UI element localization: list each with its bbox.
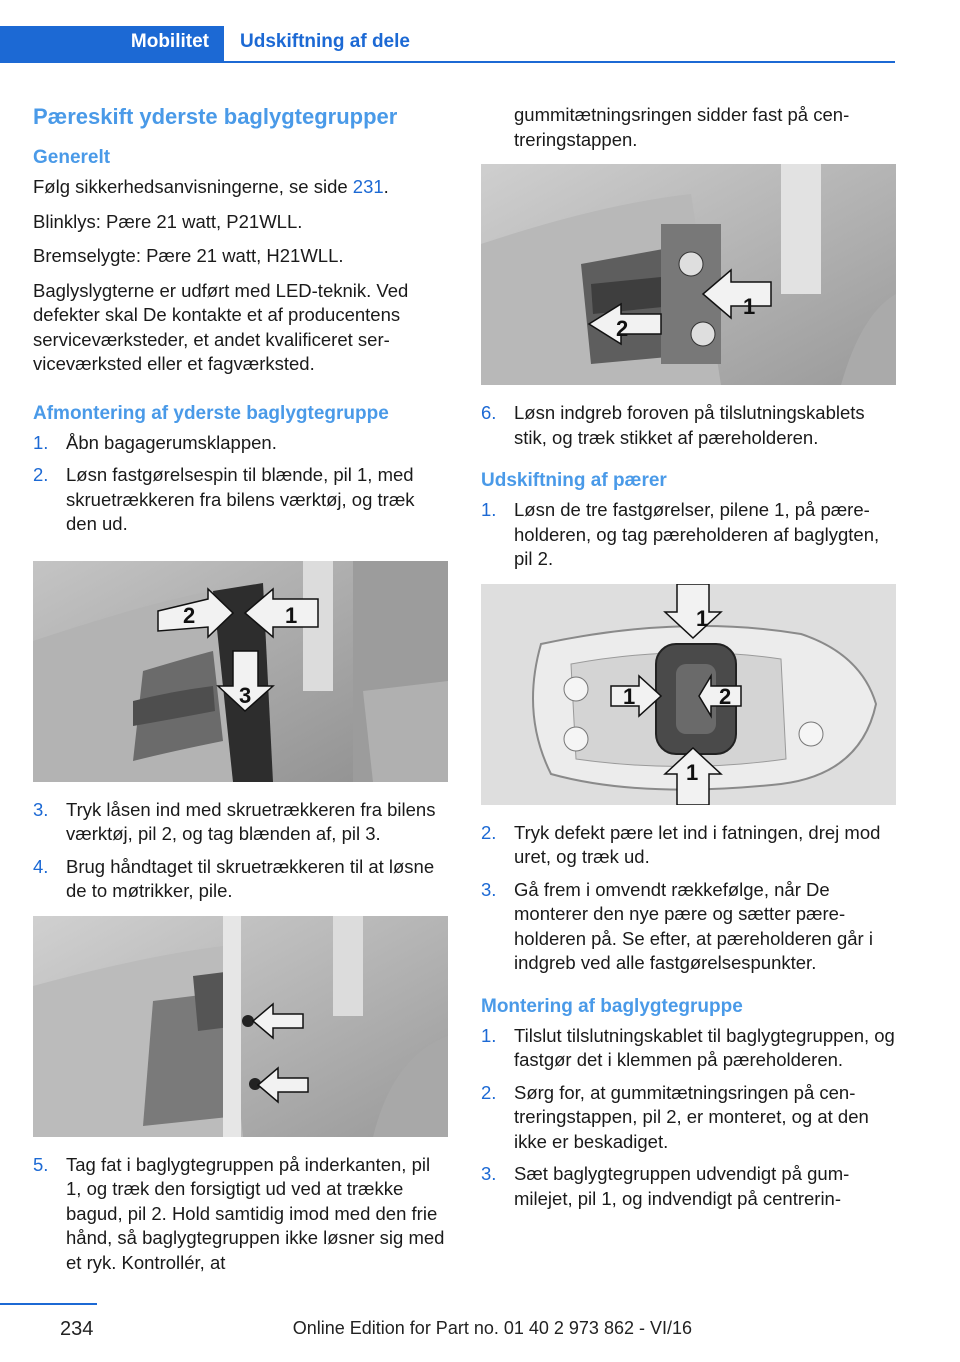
list-item bbox=[481, 498, 896, 572]
fig3-label-1: 1 bbox=[743, 294, 756, 319]
step-number: 3. bbox=[481, 878, 497, 900]
page-number: 234 bbox=[60, 1318, 94, 1340]
fig4-label-right: 2 bbox=[719, 683, 732, 709]
fig1-label-2: 2 bbox=[183, 602, 196, 628]
step-text: Åbn bagagerumsklappen. bbox=[66, 431, 277, 453]
brake-spec: Bremselygte: Pære 21 watt, H21WLL. bbox=[33, 245, 344, 266]
fig4-label-left: 1 bbox=[623, 683, 636, 709]
step-number: 4. bbox=[33, 855, 49, 877]
fig3-label-2: 2 bbox=[616, 316, 629, 341]
steps-d-list bbox=[481, 401, 896, 450]
step-number: 1. bbox=[33, 431, 49, 453]
steps-b-list bbox=[33, 798, 448, 904]
list-item bbox=[481, 401, 896, 450]
fig1-label-3: 3 bbox=[239, 682, 252, 708]
safety-paragraph bbox=[33, 175, 448, 200]
continuation-text: gummitætningsringen sidder fast på centreringstappen. bbox=[514, 104, 850, 150]
list-item bbox=[33, 1153, 448, 1276]
step-text: Sæt baglygtegruppen udvendigt på gummilejet, pil 1, og indvendigt på centrerin- bbox=[514, 1163, 850, 1209]
list-item bbox=[33, 431, 448, 456]
figure-bulb-holder bbox=[481, 584, 896, 805]
general-heading: Generelt bbox=[33, 147, 111, 168]
left-column bbox=[33, 95, 448, 1285]
header-tabbar bbox=[0, 0, 895, 62]
list-item bbox=[33, 798, 448, 847]
steps-a-list bbox=[33, 431, 448, 537]
page-link[interactable]: 231 bbox=[352, 176, 384, 197]
list-item bbox=[481, 1081, 896, 1155]
replace-heading: Udskiftning af pærer bbox=[481, 470, 667, 491]
page-title: Pæreskift yderste baglygtegrupper bbox=[33, 104, 398, 129]
tab-mobilitet[interactable]: Mobilitet bbox=[0, 26, 224, 62]
blinker-spec: Blinklys: Pære 21 watt, P21WLL. bbox=[33, 210, 303, 232]
edition-text: Online Edition for Part no. 01 40 2 973 862 - VI/16 bbox=[292, 1318, 692, 1338]
header-divider bbox=[0, 61, 895, 63]
removal-heading: Afmontering af yderste baglygtegruppe bbox=[33, 402, 389, 424]
step-text: Løsn indgreb foroven på tilslutningskablets stik, og træk stikket af pæreholderen. bbox=[514, 402, 865, 448]
figure-light-removal bbox=[481, 164, 896, 385]
list-item bbox=[481, 1162, 896, 1211]
fig1-label-1: 1 bbox=[285, 602, 298, 628]
steps-e-list bbox=[481, 498, 896, 572]
mount-heading: Montering af baglygtegruppe bbox=[481, 995, 743, 1017]
step-number: 1. bbox=[481, 1024, 497, 1046]
list-item bbox=[481, 1024, 896, 1073]
safety-text: Følg sikkerhedsanvisningerne, se side bbox=[33, 176, 353, 197]
steps-f-list bbox=[481, 821, 896, 976]
steps-c-list bbox=[33, 1153, 448, 1276]
list-item bbox=[481, 821, 896, 870]
list-item bbox=[33, 855, 448, 904]
step-text: Tilslut tilslutningskablet til baglygtegruppen, og fastgør det i klemmen på pæreholderen. bbox=[514, 1024, 895, 1070]
step-text: Brug håndtaget til skruetrækkeren til at løsne de to møtrikker, pile. bbox=[66, 855, 435, 901]
right-column bbox=[481, 103, 896, 1221]
step-text: Tryk låsen ind med skruetrækkeren fra bilens værktøj, pil 2, og tag blænden af, pil 3. bbox=[66, 798, 436, 844]
step-text: Løsn fastgørelsespin til blænde, pil 1, med skruetrækkeren fra bilens værktøj, og træk den ud. bbox=[66, 464, 415, 534]
figure-nuts bbox=[33, 916, 448, 1137]
step-number: 2. bbox=[481, 821, 497, 843]
step-number: 2. bbox=[481, 1081, 497, 1103]
step-text: Løsn de tre fastgørelser, pilene 1, på pæreholderen, og tag pæreholderen af baglygten, pil 2. bbox=[514, 499, 880, 569]
figure-trim-cover bbox=[33, 561, 448, 782]
list-item bbox=[33, 463, 448, 537]
list-item bbox=[481, 878, 896, 976]
step-text: Tag fat i baglygtegruppen på inderkanten, pil 1, og træk den forsigtigt ud ved at trække bagud, pil 2. Hold samtidig imod med den frie hånd, så baglygtegruppen ikke løsner sig med et ryk. Kontrollér, at bbox=[66, 1153, 445, 1273]
tab-udskiftning-af-dele[interactable]: Udskiftning af dele bbox=[240, 31, 410, 52]
step-number: 5. bbox=[33, 1153, 49, 1175]
step-text: Gå frem i omvendt rækkefølge, når De monterer den nye pære og sætter pæreholderen på. Se efter, at pæreholderen går i indgreb ved alle fastgørelsespunkter. bbox=[514, 878, 873, 973]
footer-divider bbox=[0, 1303, 97, 1305]
step-number: 1. bbox=[481, 499, 497, 520]
step-number: 3. bbox=[481, 1163, 497, 1184]
step-number: 2. bbox=[33, 464, 49, 485]
step-number: 6. bbox=[481, 402, 497, 423]
fig4-label-top: 1 bbox=[696, 605, 709, 631]
steps-g-list bbox=[481, 1024, 896, 1212]
step-text: Sørg for, at gummitætningsringen på centreringstappen, pil 2, er monteret, og at den ikke er beskadiget. bbox=[514, 1081, 869, 1152]
step-text: Tryk defekt pære let ind i fatningen, drej mod uret, og træk ud. bbox=[514, 821, 881, 867]
step-number: 3. bbox=[33, 798, 49, 820]
safety-end: . bbox=[383, 176, 389, 197]
led-note: Baglyslygterne er udført med LED-teknik. Ved defekter skal De kontakte et af producentens serviceværksteder, et andet kvalificeret serviceværksted eller et fagværksted. bbox=[33, 279, 409, 374]
fig4-label-bottom: 1 bbox=[686, 759, 699, 785]
